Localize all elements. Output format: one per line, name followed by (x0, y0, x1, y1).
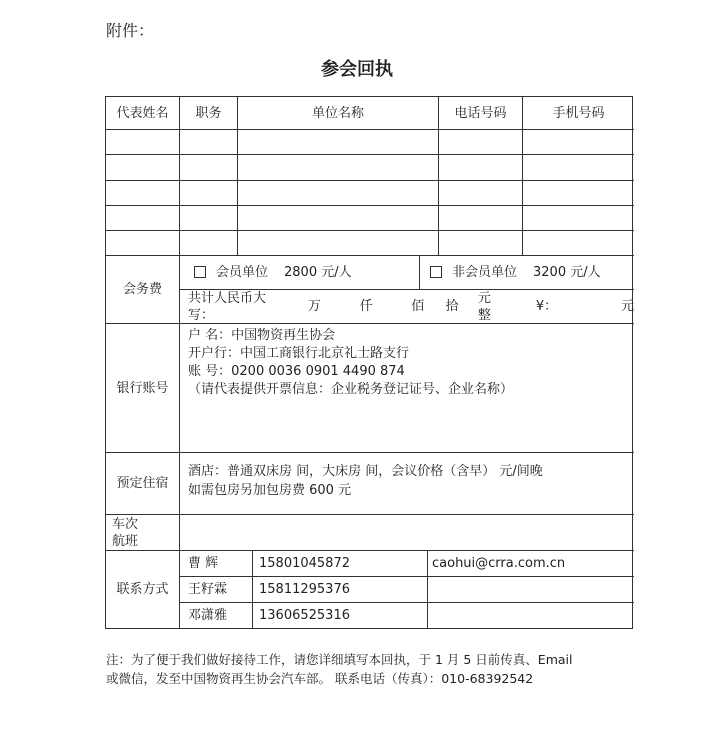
rep-name-cell[interactable] (106, 155, 180, 181)
position-cell[interactable] (180, 181, 238, 206)
rep-name-cell[interactable] (106, 130, 180, 155)
account-number: 账 号：0200 0036 0901 4490 874 (188, 364, 405, 379)
member-checkbox[interactable] (194, 266, 206, 278)
yen-sign: ¥： (535, 299, 558, 314)
hotel-info[interactable] (180, 453, 634, 515)
header-org-name: 单位名称 (238, 97, 439, 130)
unit-yuan: 元 (620, 299, 634, 314)
contact-phone: 15801045872 (253, 551, 428, 577)
unit-yuanzheng: 元整 (477, 290, 491, 323)
header-rep-name: 代表姓名 (106, 97, 180, 130)
org-name-cell[interactable] (238, 155, 439, 181)
header-phone: 电话号码 (439, 97, 523, 130)
invoice-note: （请代表提供开票信息：企业税务登记证号、企业名称） (188, 382, 514, 397)
train-label: 车次 (112, 517, 139, 532)
fee-total-row[interactable] (180, 290, 634, 324)
hotel-label: 预定住宿 (106, 453, 180, 515)
phone-cell[interactable] (439, 181, 523, 206)
footnote (106, 650, 626, 688)
unit-bai: 佰 (411, 299, 425, 314)
contact-email (428, 577, 634, 603)
member-fee-label: 会员单位 (216, 265, 269, 280)
phone-cell[interactable] (439, 130, 523, 155)
rep-name-cell[interactable] (106, 231, 180, 256)
org-name-cell[interactable] (238, 231, 439, 256)
contact-name: 曹 辉 (180, 551, 253, 577)
attachment-label: 附件： (106, 21, 155, 40)
mobile-cell[interactable] (523, 206, 634, 231)
bank-branch: 开户行：中国工商银行北京礼士路支行 (188, 346, 410, 361)
transport-label (106, 515, 180, 551)
flight-label: 航班 (112, 534, 139, 549)
unit-qian: 仟 (359, 299, 373, 314)
receipt-form-table (105, 96, 633, 629)
nonmember-checkbox[interactable] (430, 266, 442, 278)
contact-email (428, 603, 634, 628)
page-title: 参会回执 (321, 59, 393, 80)
hotel-room-types: 酒店：普通双床房 间，大床房 间，会议价格（含早） 元/间晚 (188, 464, 543, 479)
nonmember-fee-label: 非会员单位 (452, 265, 518, 280)
nonmember-fee-price: 3200 元/人 (533, 265, 601, 280)
bank-info (180, 324, 634, 453)
fee-label: 会务费 (106, 256, 180, 324)
contact-phone: 13606525316 (253, 603, 428, 628)
mobile-cell[interactable] (523, 155, 634, 181)
org-name-cell[interactable] (238, 130, 439, 155)
member-fee-option[interactable] (180, 256, 420, 290)
hotel-suite-fee: 如需包房另加包房费 600 元 (188, 483, 352, 498)
account-name: 户 名：中国物资再生协会 (188, 328, 336, 343)
contact-phone: 15811295376 (253, 577, 428, 603)
position-cell[interactable] (180, 231, 238, 256)
phone-cell[interactable] (439, 155, 523, 181)
mobile-cell[interactable] (523, 130, 634, 155)
contact-email[interactable]: caohui@crra.com.cn (428, 551, 634, 577)
mobile-cell[interactable] (523, 231, 634, 256)
contact-name: 王籽霖 (180, 577, 253, 603)
position-cell[interactable] (180, 155, 238, 181)
rep-name-cell[interactable] (106, 181, 180, 206)
unit-wan: 万 (307, 299, 321, 314)
transport-input-cell[interactable] (180, 515, 634, 551)
unit-shi: 拾 (445, 299, 459, 314)
footnote-line-2: 或微信，发至中国物资再生协会汽车部。 联系电话（传真）：010-68392542 (106, 671, 534, 686)
footnote-line-1: 注：为了便于我们做好接待工作，请您详细填写本回执，于 1 月 5 日前传真、Email (106, 652, 573, 667)
phone-cell[interactable] (439, 231, 523, 256)
nonmember-fee-option[interactable] (420, 256, 634, 290)
member-fee-price: 2800 元/人 (284, 265, 352, 280)
org-name-cell[interactable] (238, 181, 439, 206)
rep-name-cell[interactable] (106, 206, 180, 231)
bank-label: 银行账号 (106, 324, 180, 453)
org-name-cell[interactable] (238, 206, 439, 231)
header-mobile: 手机号码 (523, 97, 634, 130)
total-amount-label: 共计人民币大写： (188, 290, 267, 323)
position-cell[interactable] (180, 130, 238, 155)
contact-name: 邓潇雅 (180, 603, 253, 628)
position-cell[interactable] (180, 206, 238, 231)
header-position: 职务 (180, 97, 238, 130)
contact-label: 联系方式 (106, 551, 180, 628)
phone-cell[interactable] (439, 206, 523, 231)
mobile-cell[interactable] (523, 181, 634, 206)
